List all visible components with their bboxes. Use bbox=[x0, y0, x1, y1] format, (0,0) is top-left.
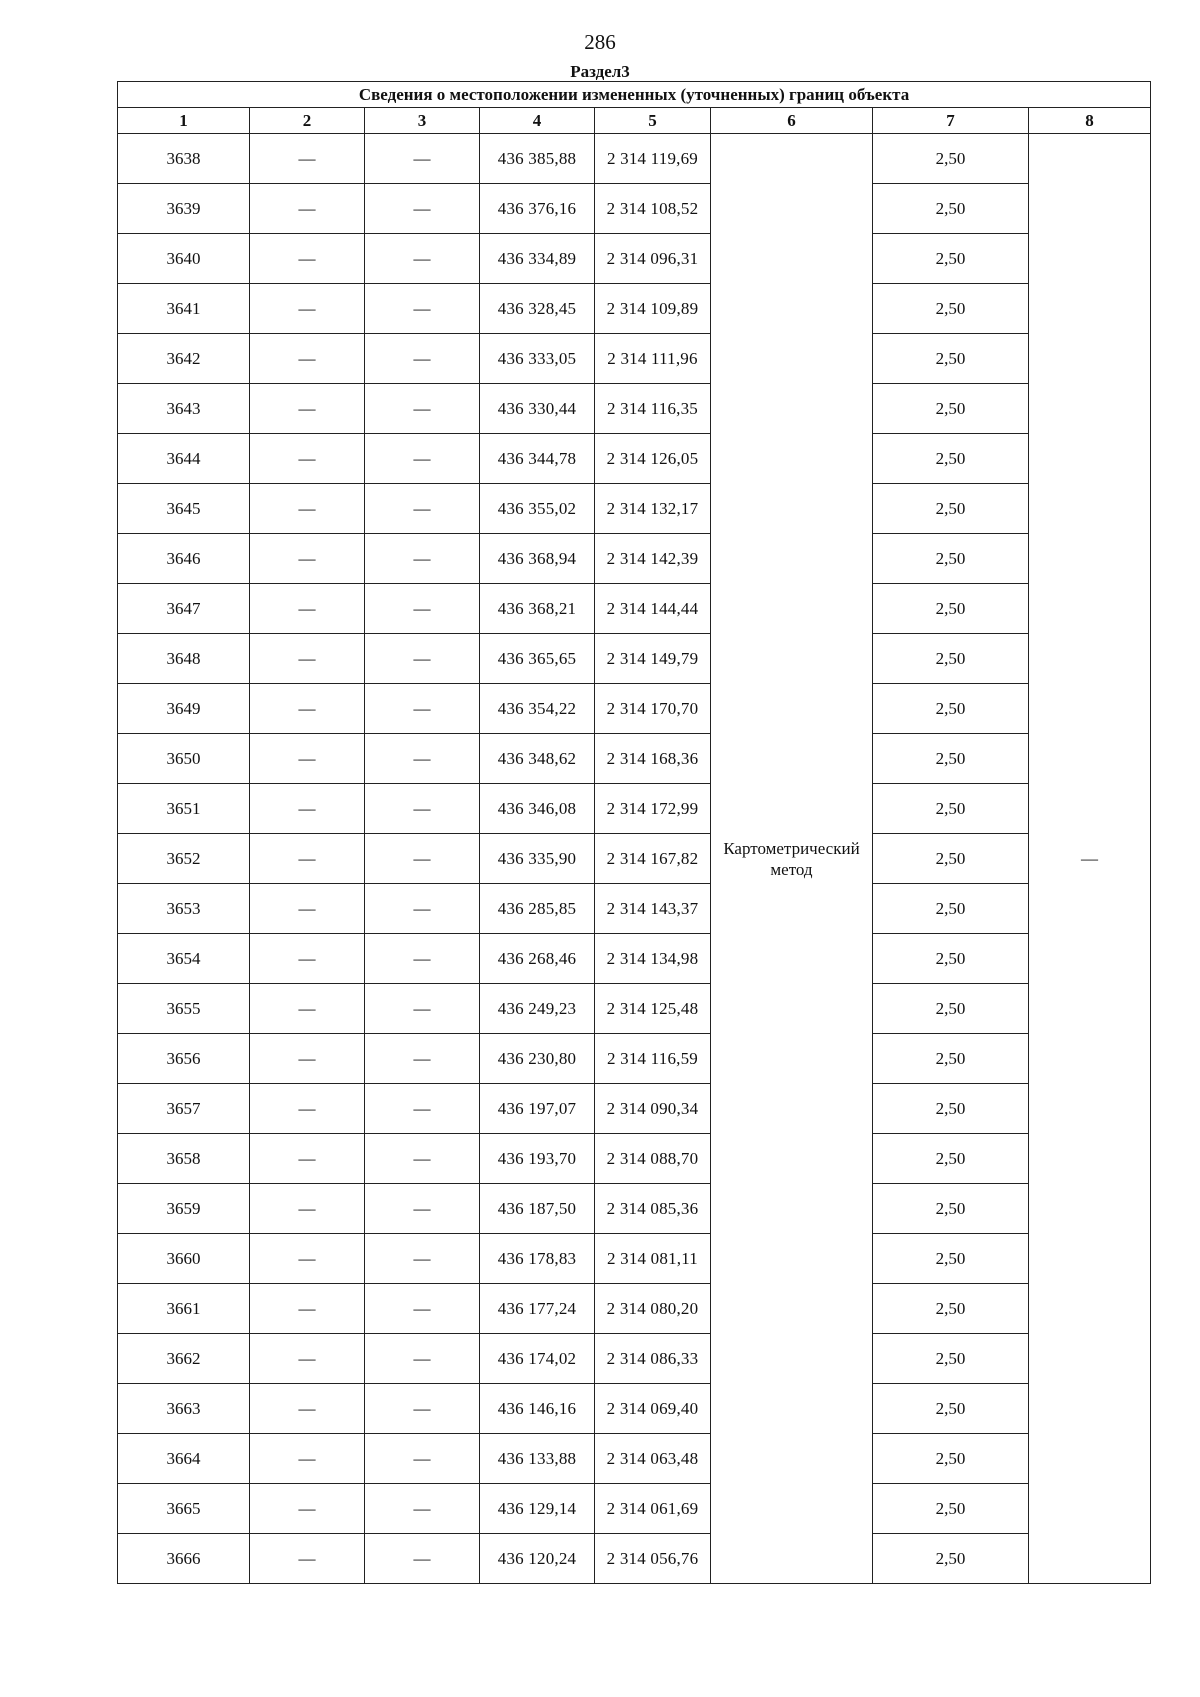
table-caption: Сведения о местоположении измененных (уточненных) границ объекта bbox=[118, 82, 1151, 108]
column3-cell: — bbox=[365, 984, 480, 1034]
point-id-cell: 3664 bbox=[118, 1434, 250, 1484]
column2-cell: — bbox=[250, 934, 365, 984]
method-cell: Картометрический метод bbox=[711, 134, 873, 1584]
y-coordinate-cell: 2 314 142,39 bbox=[595, 534, 711, 584]
column3-cell: — bbox=[365, 734, 480, 784]
x-coordinate-cell: 436 355,02 bbox=[480, 484, 595, 534]
point-id-cell: 3639 bbox=[118, 184, 250, 234]
table-row bbox=[118, 984, 1151, 1034]
table-row bbox=[118, 1484, 1151, 1534]
y-coordinate-cell: 2 314 119,69 bbox=[595, 134, 711, 184]
column3-cell: — bbox=[365, 1184, 480, 1234]
column3-cell: — bbox=[365, 334, 480, 384]
column2-cell: — bbox=[250, 234, 365, 284]
point-id-cell: 3653 bbox=[118, 884, 250, 934]
accuracy-cell: 2,50 bbox=[873, 484, 1029, 534]
table-row bbox=[118, 584, 1151, 634]
x-coordinate-cell: 436 385,88 bbox=[480, 134, 595, 184]
accuracy-cell: 2,50 bbox=[873, 1134, 1029, 1184]
point-id-cell: 3661 bbox=[118, 1284, 250, 1334]
y-coordinate-cell: 2 314 167,82 bbox=[595, 834, 711, 884]
column3-cell: — bbox=[365, 134, 480, 184]
y-coordinate-cell: 2 314 108,52 bbox=[595, 184, 711, 234]
accuracy-cell: 2,50 bbox=[873, 634, 1029, 684]
point-id-cell: 3659 bbox=[118, 1184, 250, 1234]
table-row bbox=[118, 734, 1151, 784]
accuracy-cell: 2,50 bbox=[873, 1184, 1029, 1234]
column2-cell: — bbox=[250, 1134, 365, 1184]
column2-cell: — bbox=[250, 534, 365, 584]
accuracy-cell: 2,50 bbox=[873, 1534, 1029, 1584]
column2-cell: — bbox=[250, 1184, 365, 1234]
x-coordinate-cell: 436 348,62 bbox=[480, 734, 595, 784]
column3-cell: — bbox=[365, 1284, 480, 1334]
x-coordinate-cell: 436 368,21 bbox=[480, 584, 595, 634]
column2-cell: — bbox=[250, 1334, 365, 1384]
column3-cell: — bbox=[365, 1534, 480, 1584]
column2-cell: — bbox=[250, 1534, 365, 1584]
column3-cell: — bbox=[365, 534, 480, 584]
accuracy-cell: 2,50 bbox=[873, 134, 1029, 184]
column2-cell: — bbox=[250, 684, 365, 734]
y-coordinate-cell: 2 314 056,76 bbox=[595, 1534, 711, 1584]
column3-cell: — bbox=[365, 1134, 480, 1184]
y-coordinate-cell: 2 314 109,89 bbox=[595, 284, 711, 334]
x-coordinate-cell: 436 334,89 bbox=[480, 234, 595, 284]
y-coordinate-cell: 2 314 134,98 bbox=[595, 934, 711, 984]
y-coordinate-cell: 2 314 069,40 bbox=[595, 1384, 711, 1434]
accuracy-cell: 2,50 bbox=[873, 984, 1029, 1034]
column3-cell: — bbox=[365, 784, 480, 834]
column3-cell: — bbox=[365, 634, 480, 684]
table-row bbox=[118, 1034, 1151, 1084]
table-row bbox=[118, 184, 1151, 234]
point-id-cell: 3666 bbox=[118, 1534, 250, 1584]
column2-cell: — bbox=[250, 734, 365, 784]
accuracy-cell: 2,50 bbox=[873, 584, 1029, 634]
table-row bbox=[118, 284, 1151, 334]
point-id-cell: 3663 bbox=[118, 1384, 250, 1434]
y-coordinate-cell: 2 314 081,11 bbox=[595, 1234, 711, 1284]
y-coordinate-cell: 2 314 111,96 bbox=[595, 334, 711, 384]
column3-cell: — bbox=[365, 384, 480, 434]
column-number-8: 8 bbox=[1029, 108, 1151, 134]
accuracy-cell: 2,50 bbox=[873, 384, 1029, 434]
column3-cell: — bbox=[365, 884, 480, 934]
table-row bbox=[118, 884, 1151, 934]
table-row bbox=[118, 534, 1151, 584]
y-coordinate-cell: 2 314 088,70 bbox=[595, 1134, 711, 1184]
accuracy-cell: 2,50 bbox=[873, 284, 1029, 334]
x-coordinate-cell: 436 197,07 bbox=[480, 1084, 595, 1134]
accuracy-cell: 2,50 bbox=[873, 434, 1029, 484]
y-coordinate-cell: 2 314 116,35 bbox=[595, 384, 711, 434]
column3-cell: — bbox=[365, 1334, 480, 1384]
column3-cell: — bbox=[365, 1484, 480, 1534]
y-coordinate-cell: 2 314 149,79 bbox=[595, 634, 711, 684]
x-coordinate-cell: 436 230,80 bbox=[480, 1034, 595, 1084]
column2-cell: — bbox=[250, 984, 365, 1034]
y-coordinate-cell: 2 314 116,59 bbox=[595, 1034, 711, 1084]
column3-cell: — bbox=[365, 284, 480, 334]
y-coordinate-cell: 2 314 080,20 bbox=[595, 1284, 711, 1334]
x-coordinate-cell: 436 376,16 bbox=[480, 184, 595, 234]
column-number-5: 5 bbox=[595, 108, 711, 134]
y-coordinate-cell: 2 314 168,36 bbox=[595, 734, 711, 784]
accuracy-cell: 2,50 bbox=[873, 734, 1029, 784]
accuracy-cell: 2,50 bbox=[873, 1234, 1029, 1284]
column3-cell: — bbox=[365, 1034, 480, 1084]
x-coordinate-cell: 436 120,24 bbox=[480, 1534, 595, 1584]
table-row bbox=[118, 1434, 1151, 1484]
accuracy-cell: 2,50 bbox=[873, 834, 1029, 884]
y-coordinate-cell: 2 314 096,31 bbox=[595, 234, 711, 284]
table-row bbox=[118, 934, 1151, 984]
column2-cell: — bbox=[250, 384, 365, 434]
point-id-cell: 3645 bbox=[118, 484, 250, 534]
point-id-cell: 3650 bbox=[118, 734, 250, 784]
point-id-cell: 3665 bbox=[118, 1484, 250, 1534]
y-coordinate-cell: 2 314 172,99 bbox=[595, 784, 711, 834]
table-row bbox=[118, 634, 1151, 684]
column2-cell: — bbox=[250, 884, 365, 934]
point-id-cell: 3656 bbox=[118, 1034, 250, 1084]
x-coordinate-cell: 436 328,45 bbox=[480, 284, 595, 334]
point-id-cell: 3655 bbox=[118, 984, 250, 1034]
accuracy-cell: 2,50 bbox=[873, 1484, 1029, 1534]
page-number: 286 bbox=[584, 30, 616, 54]
x-coordinate-cell: 436 178,83 bbox=[480, 1234, 595, 1284]
accuracy-cell: 2,50 bbox=[873, 1034, 1029, 1084]
column-number-3: 3 bbox=[365, 108, 480, 134]
column2-cell: — bbox=[250, 1234, 365, 1284]
table-row bbox=[118, 1184, 1151, 1234]
accuracy-cell: 2,50 bbox=[873, 1334, 1029, 1384]
column-number-6: 6 bbox=[711, 108, 873, 134]
coordinates-table bbox=[117, 81, 1151, 1584]
table-row bbox=[118, 134, 1151, 184]
accuracy-cell: 2,50 bbox=[873, 1434, 1029, 1484]
accuracy-cell: 2,50 bbox=[873, 184, 1029, 234]
point-id-cell: 3660 bbox=[118, 1234, 250, 1284]
table-body bbox=[118, 134, 1151, 1584]
column2-cell: — bbox=[250, 784, 365, 834]
y-coordinate-cell: 2 314 063,48 bbox=[595, 1434, 711, 1484]
y-coordinate-cell: 2 314 143,37 bbox=[595, 884, 711, 934]
column3-cell: — bbox=[365, 834, 480, 884]
y-coordinate-cell: 2 314 170,70 bbox=[595, 684, 711, 734]
table-row bbox=[118, 784, 1151, 834]
column3-cell: — bbox=[365, 234, 480, 284]
x-coordinate-cell: 436 249,23 bbox=[480, 984, 595, 1034]
point-id-cell: 3648 bbox=[118, 634, 250, 684]
accuracy-cell: 2,50 bbox=[873, 784, 1029, 834]
section-title: Раздел3 bbox=[570, 62, 630, 81]
y-coordinate-cell: 2 314 125,48 bbox=[595, 984, 711, 1034]
column2-cell: — bbox=[250, 1084, 365, 1134]
y-coordinate-cell: 2 314 061,69 bbox=[595, 1484, 711, 1534]
x-coordinate-cell: 436 146,16 bbox=[480, 1384, 595, 1434]
point-id-cell: 3638 bbox=[118, 134, 250, 184]
accuracy-cell: 2,50 bbox=[873, 934, 1029, 984]
x-coordinate-cell: 436 330,44 bbox=[480, 384, 595, 434]
x-coordinate-cell: 436 193,70 bbox=[480, 1134, 595, 1184]
table-row bbox=[118, 234, 1151, 284]
column3-cell: — bbox=[365, 1384, 480, 1434]
point-id-cell: 3643 bbox=[118, 384, 250, 434]
point-id-cell: 3658 bbox=[118, 1134, 250, 1184]
y-coordinate-cell: 2 314 132,17 bbox=[595, 484, 711, 534]
accuracy-cell: 2,50 bbox=[873, 684, 1029, 734]
point-id-cell: 3646 bbox=[118, 534, 250, 584]
y-coordinate-cell: 2 314 144,44 bbox=[595, 584, 711, 634]
y-coordinate-cell: 2 314 085,36 bbox=[595, 1184, 711, 1234]
accuracy-cell: 2,50 bbox=[873, 334, 1029, 384]
column2-cell: — bbox=[250, 184, 365, 234]
x-coordinate-cell: 436 177,24 bbox=[480, 1284, 595, 1334]
column2-cell: — bbox=[250, 484, 365, 534]
column2-cell: — bbox=[250, 134, 365, 184]
table-row bbox=[118, 684, 1151, 734]
accuracy-cell: 2,50 bbox=[873, 1084, 1029, 1134]
x-coordinate-cell: 436 346,08 bbox=[480, 784, 595, 834]
column3-cell: — bbox=[365, 184, 480, 234]
column2-cell: — bbox=[250, 584, 365, 634]
column2-cell: — bbox=[250, 634, 365, 684]
accuracy-cell: 2,50 bbox=[873, 1384, 1029, 1434]
point-id-cell: 3654 bbox=[118, 934, 250, 984]
table-row bbox=[118, 384, 1151, 434]
column-number-2: 2 bbox=[250, 108, 365, 134]
x-coordinate-cell: 436 174,02 bbox=[480, 1334, 595, 1384]
column3-cell: — bbox=[365, 1234, 480, 1284]
table-row bbox=[118, 1284, 1151, 1334]
table-row bbox=[118, 1334, 1151, 1384]
table-row bbox=[118, 1084, 1151, 1134]
column2-cell: — bbox=[250, 1284, 365, 1334]
point-id-cell: 3651 bbox=[118, 784, 250, 834]
column-number-1: 1 bbox=[118, 108, 250, 134]
point-id-cell: 3647 bbox=[118, 584, 250, 634]
point-id-cell: 3652 bbox=[118, 834, 250, 884]
x-coordinate-cell: 436 344,78 bbox=[480, 434, 595, 484]
accuracy-cell: 2,50 bbox=[873, 1284, 1029, 1334]
y-coordinate-cell: 2 314 090,34 bbox=[595, 1084, 711, 1134]
table-row bbox=[118, 1234, 1151, 1284]
column2-cell: — bbox=[250, 1434, 365, 1484]
column2-cell: — bbox=[250, 284, 365, 334]
x-coordinate-cell: 436 333,05 bbox=[480, 334, 595, 384]
y-coordinate-cell: 2 314 086,33 bbox=[595, 1334, 711, 1384]
column-number-row bbox=[118, 108, 1151, 134]
point-id-cell: 3640 bbox=[118, 234, 250, 284]
column2-cell: — bbox=[250, 834, 365, 884]
y-coordinate-cell: 2 314 126,05 bbox=[595, 434, 711, 484]
x-coordinate-cell: 436 335,90 bbox=[480, 834, 595, 884]
x-coordinate-cell: 436 129,14 bbox=[480, 1484, 595, 1534]
x-coordinate-cell: 436 354,22 bbox=[480, 684, 595, 734]
x-coordinate-cell: 436 187,50 bbox=[480, 1184, 595, 1234]
point-id-cell: 3642 bbox=[118, 334, 250, 384]
column2-cell: — bbox=[250, 1384, 365, 1434]
x-coordinate-cell: 436 365,65 bbox=[480, 634, 595, 684]
table-row bbox=[118, 1134, 1151, 1184]
point-id-cell: 3641 bbox=[118, 284, 250, 334]
point-id-cell: 3657 bbox=[118, 1084, 250, 1134]
accuracy-cell: 2,50 bbox=[873, 884, 1029, 934]
x-coordinate-cell: 436 133,88 bbox=[480, 1434, 595, 1484]
table-row bbox=[118, 334, 1151, 384]
x-coordinate-cell: 436 285,85 bbox=[480, 884, 595, 934]
point-id-cell: 3662 bbox=[118, 1334, 250, 1384]
table-row bbox=[118, 484, 1151, 534]
column3-cell: — bbox=[365, 934, 480, 984]
column8-cell: — bbox=[1029, 134, 1151, 1584]
column-number-7: 7 bbox=[873, 108, 1029, 134]
column3-cell: — bbox=[365, 1434, 480, 1484]
accuracy-cell: 2,50 bbox=[873, 534, 1029, 584]
column3-cell: — bbox=[365, 434, 480, 484]
column3-cell: — bbox=[365, 1084, 480, 1134]
point-id-cell: 3644 bbox=[118, 434, 250, 484]
column2-cell: — bbox=[250, 1034, 365, 1084]
table-row bbox=[118, 1384, 1151, 1434]
column2-cell: — bbox=[250, 1484, 365, 1534]
table-row bbox=[118, 1534, 1151, 1584]
table-row bbox=[118, 834, 1151, 884]
column-number-4: 4 bbox=[480, 108, 595, 134]
column3-cell: — bbox=[365, 584, 480, 634]
column2-cell: — bbox=[250, 334, 365, 384]
table-row bbox=[118, 434, 1151, 484]
column3-cell: — bbox=[365, 484, 480, 534]
x-coordinate-cell: 436 368,94 bbox=[480, 534, 595, 584]
column2-cell: — bbox=[250, 434, 365, 484]
accuracy-cell: 2,50 bbox=[873, 234, 1029, 284]
column3-cell: — bbox=[365, 684, 480, 734]
point-id-cell: 3649 bbox=[118, 684, 250, 734]
x-coordinate-cell: 436 268,46 bbox=[480, 934, 595, 984]
